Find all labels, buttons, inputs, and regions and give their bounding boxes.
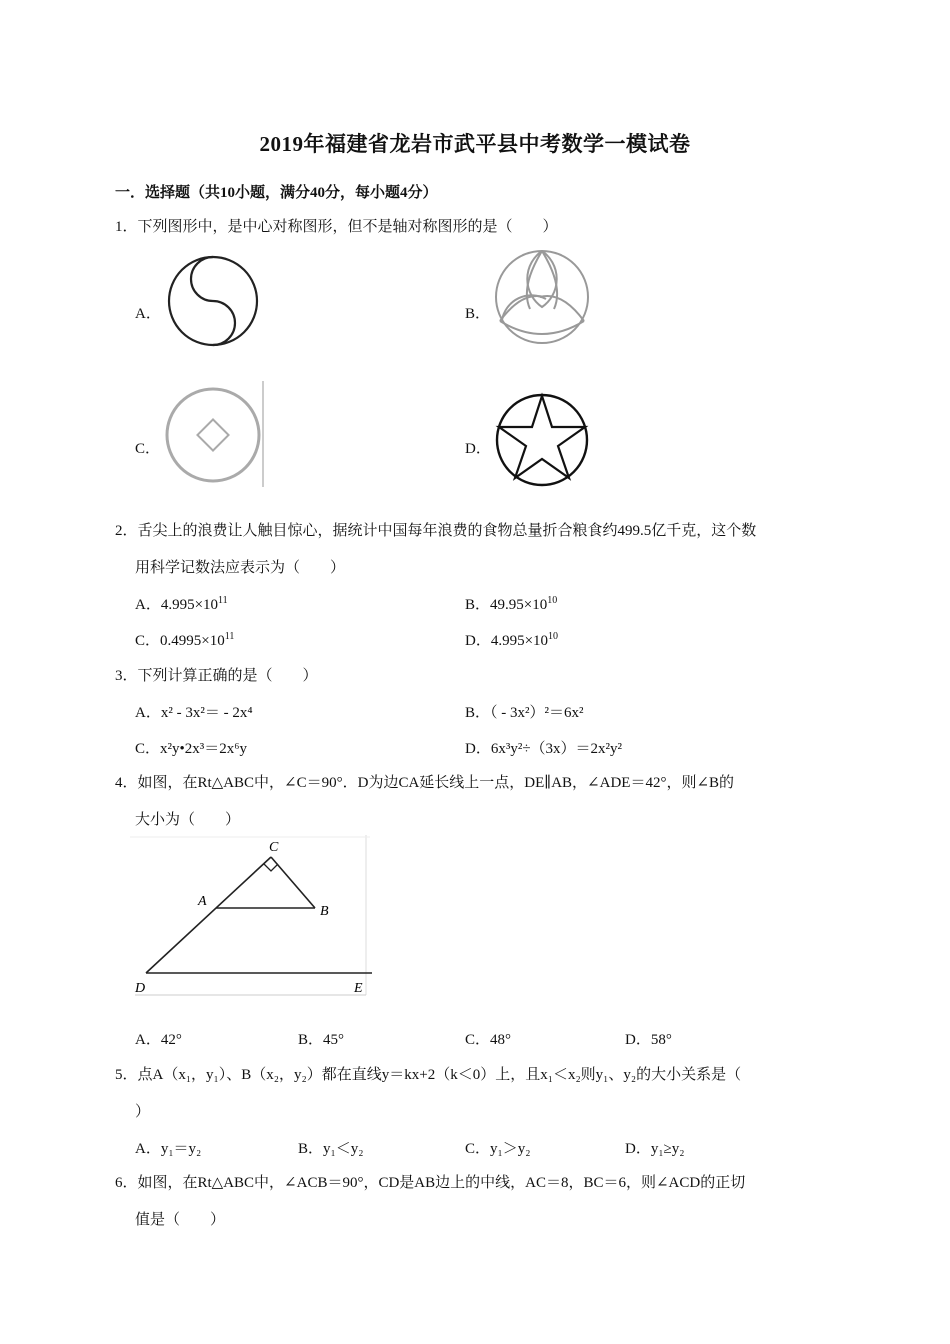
q4-option-d: D．58°	[625, 1032, 672, 1048]
q3-option-b: B．（ - 3x²）²＝6x²	[465, 705, 584, 721]
point-label-e: E	[354, 981, 363, 996]
triangle-diagram	[130, 835, 375, 1000]
question-4-stem-line1: 4．如图，在Rt△ABC中，∠C＝90°．D为边CA延长线上一点，DE∥AB，∠ADE＝42°，则∠B的	[115, 775, 735, 791]
q1-option-d-label: D．	[465, 441, 491, 457]
star-in-circle-icon	[490, 391, 594, 489]
q1-option-b-label: B．	[465, 306, 491, 322]
q4-option-c: C．48°	[465, 1032, 512, 1048]
question-5-stem-line2: ）	[135, 1104, 151, 1120]
three-arcs-circle-icon	[490, 247, 594, 349]
q4-option-a: A．42°	[135, 1032, 182, 1048]
q2-option-c: C．$0.4995\times 10^{11}$	[135, 631, 235, 649]
point-label-a: A	[198, 894, 207, 909]
q4-option-b: B．45°	[298, 1032, 345, 1048]
question-3-stem: 3．下列计算正确的是（ ）	[115, 668, 318, 684]
q3-option-c: C．x²y•2x³＝2x⁶y	[135, 741, 247, 757]
q1-option-c-label: C．	[135, 441, 161, 457]
q5-option-b: B．y₁＜y₂	[298, 1141, 364, 1157]
q3-option-d: D．6x³y²÷（3x）＝2x²y²	[465, 741, 623, 757]
page-title: 2019年福建省龙岩市武平县中考数学一模试卷	[259, 132, 691, 156]
yin-yang-icon	[160, 255, 266, 347]
q1-option-a-label: A．	[135, 306, 161, 322]
q5-option-a: A．y₁＝y₂	[135, 1141, 202, 1157]
question-6-stem-line1: 6．如图，在Rt△ABC中，∠ACB＝90°，CD是AB边上的中线，AC＝8，BC＝6，则∠ACD的正切	[115, 1175, 746, 1191]
section-heading: 一．选择题（共10小题，满分40分，每小题4分）	[115, 185, 438, 201]
point-label-c: C	[269, 840, 279, 855]
q2-option-a: A．$4.995\times 10^{11}$	[135, 595, 228, 613]
q3-option-a: A．x² - 3x²＝ - 2x⁴	[135, 705, 253, 721]
q2-option-b: B．$49.95\times 10^{10}$	[465, 595, 558, 613]
question-1-stem: 1．下列图形中，是中心对称图形，但不是轴对称图形的是（ ）	[115, 219, 558, 235]
q5-option-c: C．y₁＞y₂	[465, 1141, 531, 1157]
question-2-stem-line1: 2．舌尖上的浪费让人触目惊心，据统计中国每年浪费的食物总量折合粮食约499.5亿千克，这个数	[115, 523, 757, 539]
question-6-stem-line2: 值是（ ）	[135, 1212, 226, 1228]
q2-option-d: D．$4.995\times 10^{10}$	[465, 631, 559, 649]
question-4-stem-line2: 大小为（ ）	[135, 812, 241, 828]
question-5-stem-line1: 5．点A（x₁，y₁）、B（x₂，y₂）都在直线y＝kx+2（k＜0）上，且x₁＜x₂则y₁、y₂的大小关系是（	[115, 1067, 742, 1083]
point-label-b: B	[320, 904, 329, 919]
point-label-d: D	[135, 981, 146, 996]
q5-option-d: D．y₁≥y₂	[625, 1141, 685, 1157]
coin-square-hole-icon	[160, 381, 266, 487]
question-2-stem-line2: 用科学记数法应表示为（ ）	[135, 560, 346, 576]
